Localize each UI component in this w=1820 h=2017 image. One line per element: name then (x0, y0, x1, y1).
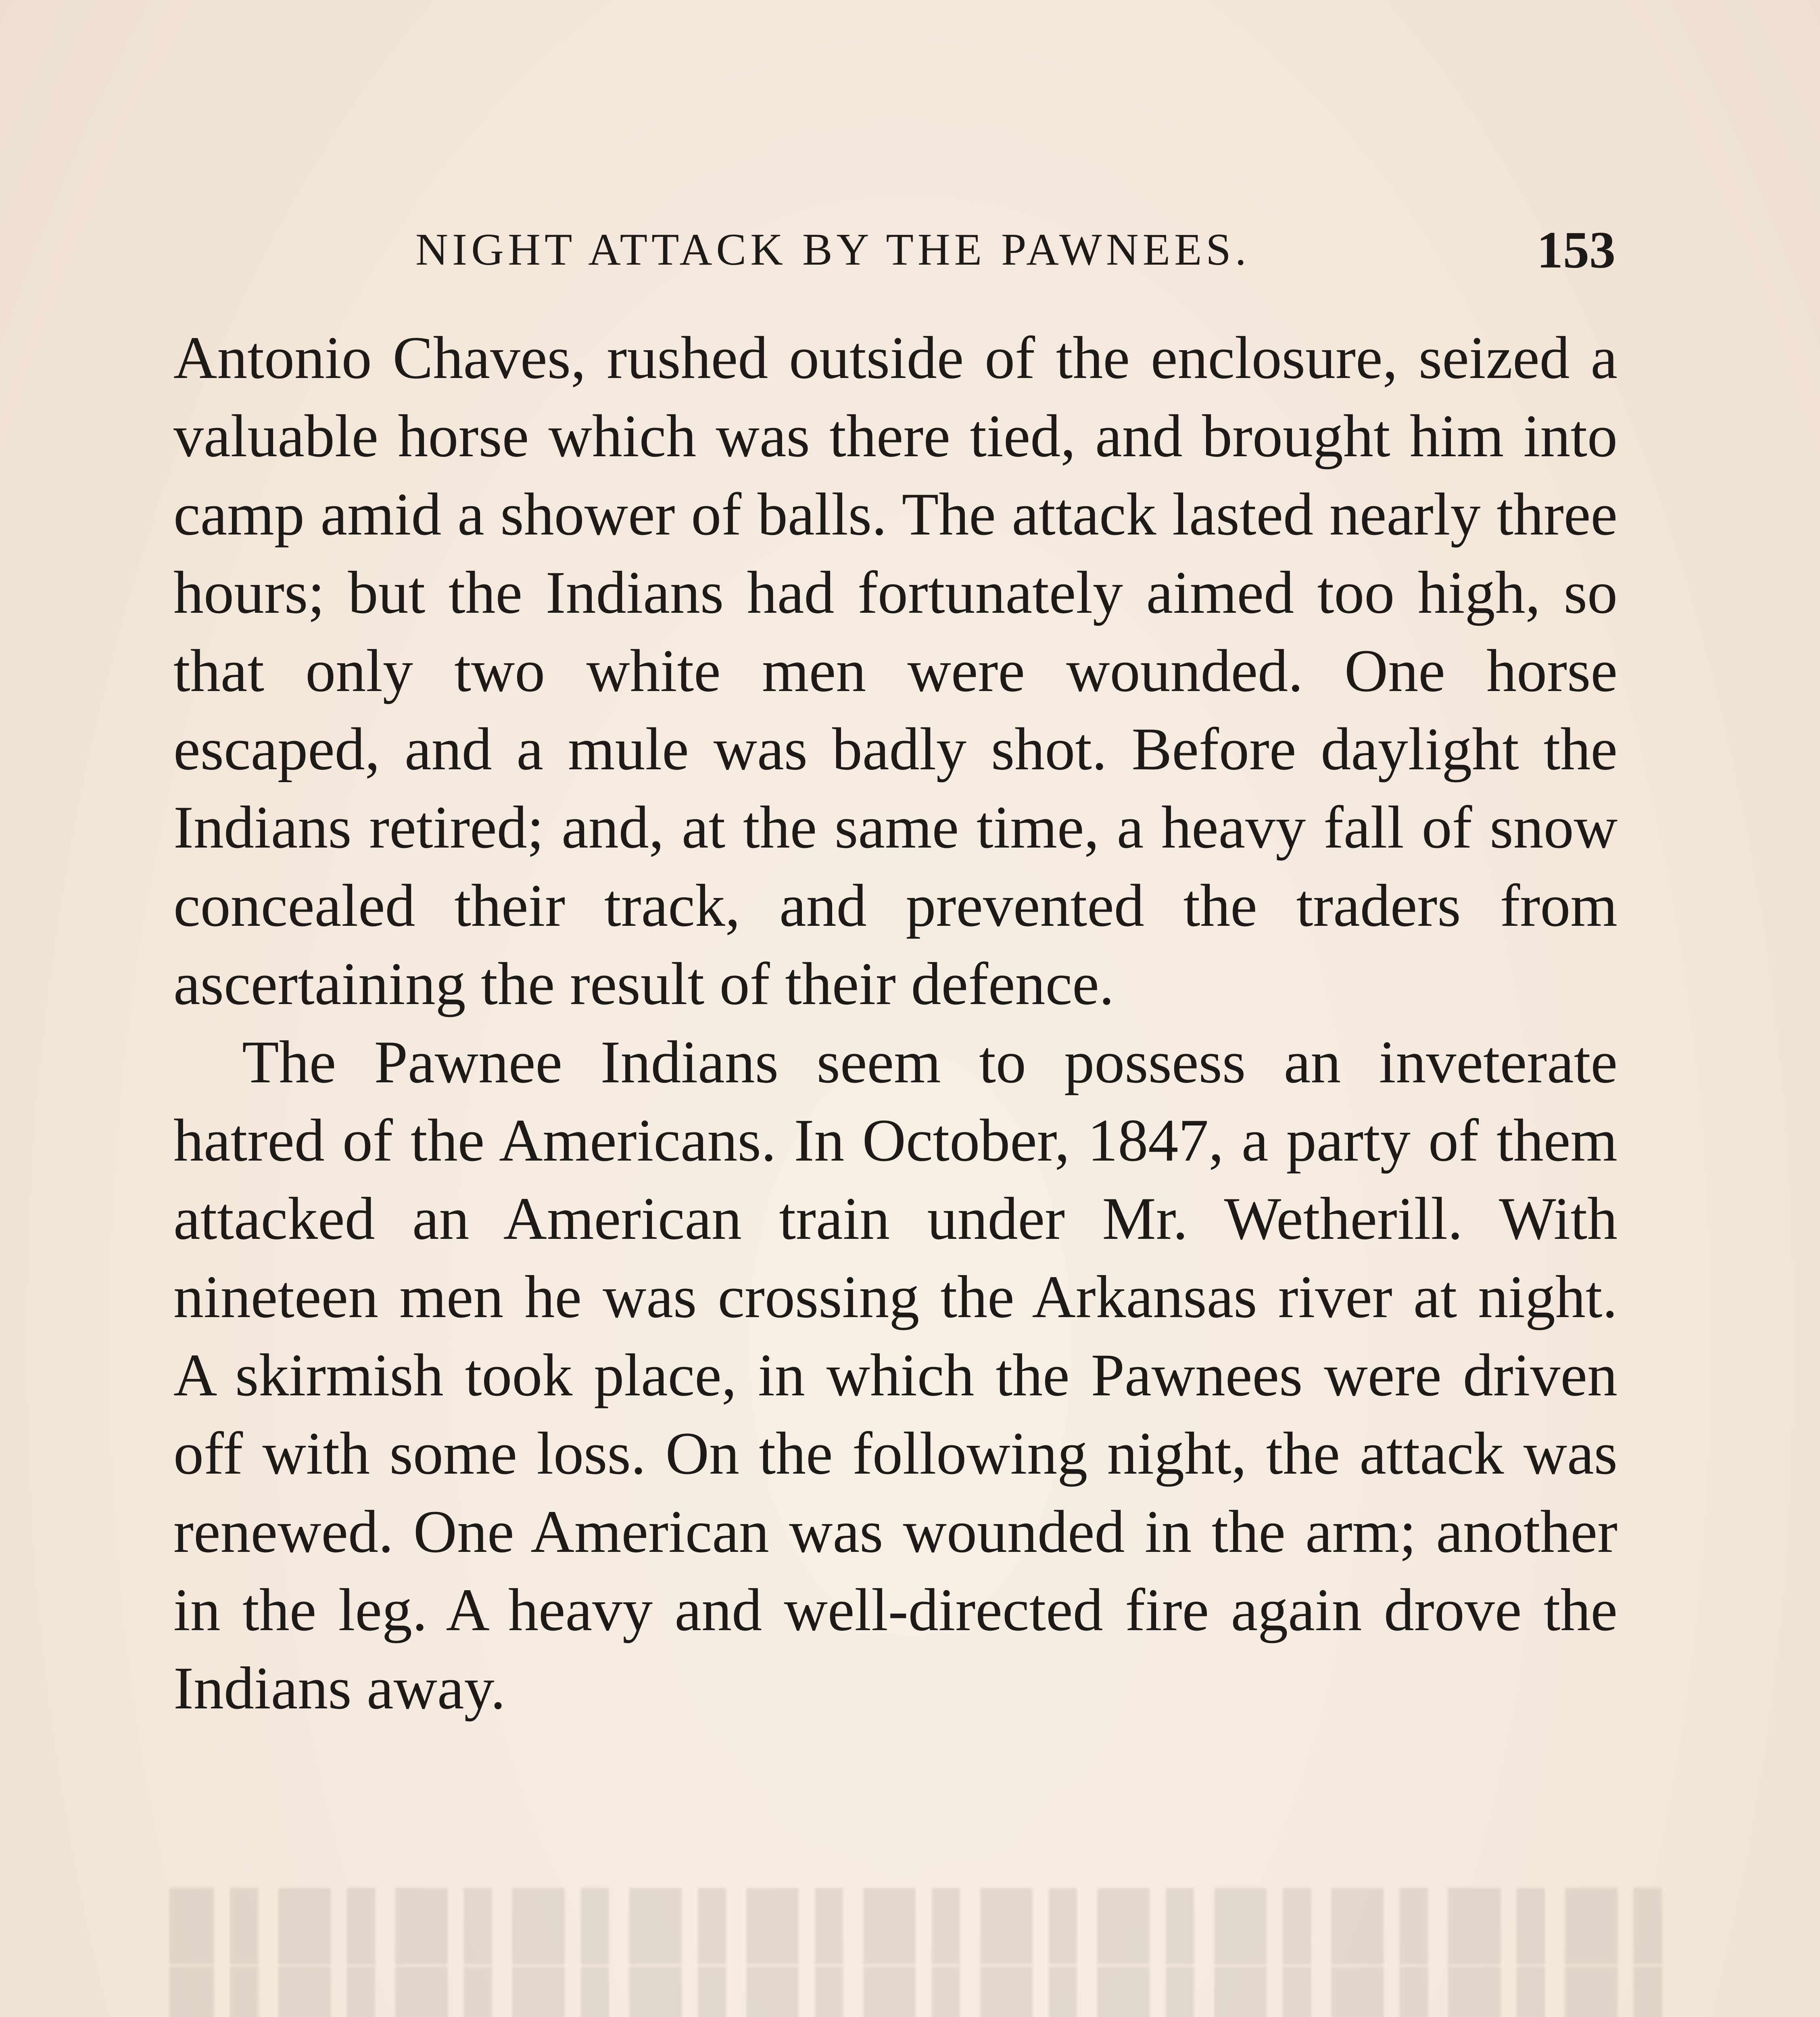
paragraph-2: The Pawnee Indians seem to possess an inveterate hatred of the Americans. In October, 1847, a party of them attacked an American train under Mr. Wetherill. With nineteen men he was crossing the Arkansas river at night. A skirmish took place, in which the Pawnees were driven off with some loss. On the following night, the attack was renewed. One American was wounded in the arm; another in the leg. A heavy and well-directed fire again drove the Indians away. (173, 1029, 1618, 1722)
show-through-text (169, 1888, 1662, 2017)
paragraph-1: Antonio Chaves, rushed outside of the enclosure, seized a valuable horse which was there tied, and brought him into camp amid a shower of balls. The attack lasted nearly three hours; but the Indians had fortunately aimed too high, so that only two white men were wounded. One horse escaped, and a mule was badly shot. Before daylight the Indians retired; and, at the same time, a heavy fall of snow concealed their track, and prevented the traders from ascertaining the result of their defence. (173, 324, 1618, 1017)
page-number: 153 (1537, 221, 1615, 279)
running-title: NIGHT ATTACK BY THE PAWNEES. (415, 225, 1250, 275)
body-text (173, 319, 1618, 1727)
